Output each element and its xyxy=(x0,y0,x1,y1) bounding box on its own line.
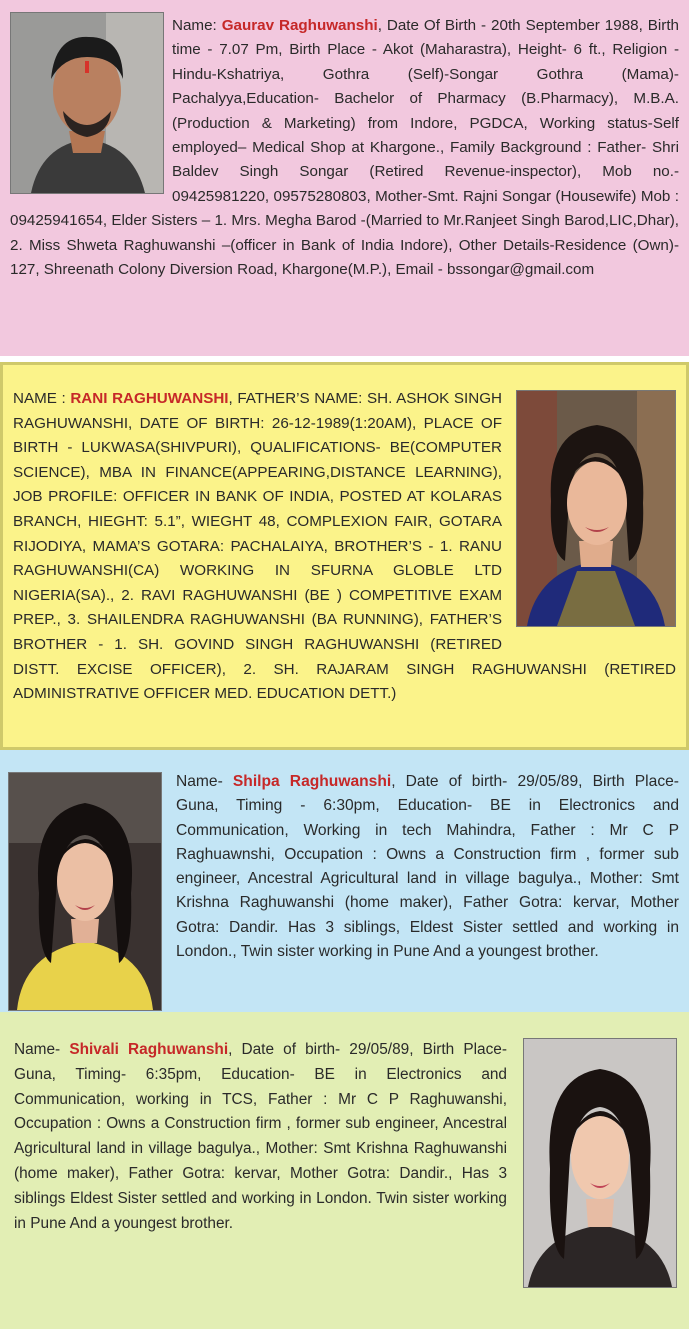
profile-photo xyxy=(8,772,162,1011)
profile-label: Name: xyxy=(172,17,222,34)
profile-details: , FATHER’S NAME: SH. ASHOK SINGH RAGHUWANSHI, DATE OF BIRTH: 26-12-1989(1:20AM), PLACE OF BIRTH - LUKWASA(SHIVPURI), QUALIFICATIONS- BE(COMPUTER SCIENCE), MBA IN FINANCE(APPEARING,DISTANCE LEARNING), JOB PROFILE: OFFICER IN BANK OF INDIA, POSTED AT KOLARAS BRANCH, HIEGHT: 5.1”, WIEGHT 48, COMPLEXION FAIR, GOTARA RIJODIYA, MAMA’S GOTARA: PACHALAIYA, BROTHER’S - 1. RANU RAGHUWANSHI(CA) WORKING IN SFURNA GLOBLE LTD NIGERIA(SA)., 2. RAVI RAGHUWANSHI (BE ) COMPETITIVE EXAM PREP., 3. SHAILENDRA RAGHUWANSHI (BA RUNNING), FATHER’S BROTHER - 1. SH. GOVIND SINGH RAGHUWANSHI (RETIRED DISTT. EXCISE OFFICER), 2. SH. RAJARAM SINGH RAGHUWANSHI (RETIRED ADMINISTRATIVE OFFICER MED. EDUCATION DETT.) xyxy=(13,390,676,703)
profile-card-rani xyxy=(0,362,689,750)
profile-name: Shilpa Raghuwanshi xyxy=(232,773,392,790)
profile-details: , Date Of Birth - 20th September 1988, Birth time - 7.07 Pm, Birth Place - Akot (Maharastra), Height- 6 ft., Religion - Hindu-Kshatriya, Gothra (Self)-Songar Gothra (Mama)-Pachalyya,Education- Bachelor of Pharmacy (B.Pharmacy), M.B.A. (Production & Marketing) from Indore, PGDCA, Working status-Self employed– Medical Shop at Khargone., Family Background : Father- Shri Baldev Singh Songar (Retired Revenue-inspector), Mob no.- 09425981220, 09575280803, Mother-Smt. Rajni Songar (Housewife) Mob : 09425941654, Elder Sisters – 1. Mrs. Megha Barod -(Married to Mr.Ranjeet Singh Barod,LIC,Dhar), 2. Miss Shweta Raghuwanshi –(officer in Bank of India Indore), Other Details-Residence (Own)- 127, Shreenath Colony Diversion Road, Khargone(M.P.), Email - bssongar@gmail.com xyxy=(10,17,679,279)
profile-name: Shivali Raghuwanshi xyxy=(69,1041,229,1058)
profile-card-shivali xyxy=(0,1012,689,1329)
profile-label: Name- xyxy=(176,773,233,790)
profile-card-shilpa xyxy=(0,750,689,1012)
profile-photo xyxy=(10,12,164,194)
profile-name: RANI RAGHUWANSHI xyxy=(70,390,229,407)
profile-label: NAME : xyxy=(13,390,71,407)
profile-photo xyxy=(523,1038,677,1288)
profile-name: Gaurav Raghuwanshi xyxy=(221,17,378,34)
profile-details: , Date of birth- 29/05/89, Birth Place- Guna, Timing - 6:30pm, Education- BE in Electronics and Communication, Working in tech Mahindra, Father : Mr C P Raghuawnshi, Occupation : Owns a Construction firm , former sub engineer, Ancestral Agricultural land in village bagulya., Mother: Smt Krishna Raghuwanshi (home maker), Father Gotra: kervar, Mother Gotra: Dandir. Has 3 siblings, Eldest Sister settled and working in London., Twin sister working in Pune And a youngest brother. xyxy=(176,773,679,961)
profile-photo xyxy=(516,390,676,627)
profile-label: Name- xyxy=(14,1041,70,1058)
profile-details: , Date of birth- 29/05/89, Birth Place- Guna, Timing- 6:35pm, Education- BE in Electronics and Communication, working in TCS, Father : Mr C P Raghuwanshi, Occupation : Owns a Construction firm , former sub engineer, Ancestral Agricultural land in village bagulya., Mother: Smt Krishna Raghuwanshi (home maker), Father Gotra: kervar, Mother Gotra: Dandir., Has 3 siblings Eldest Sister settled and working in London. Twin sister working in Pune And a youngest brother. xyxy=(14,1041,507,1232)
profile-card-gaurav xyxy=(0,0,689,356)
